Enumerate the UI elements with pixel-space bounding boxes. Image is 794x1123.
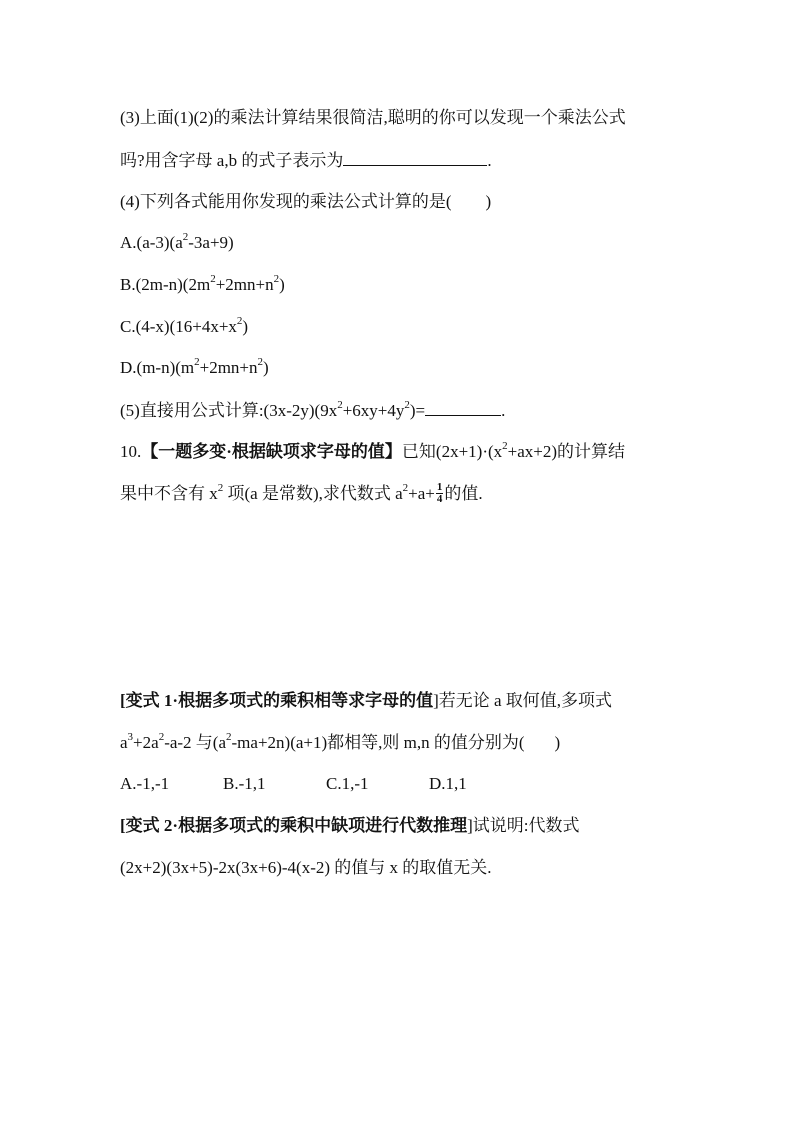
answer-blank[interactable] — [343, 149, 487, 166]
variant-2-tag: 变式 2·根据多项式的乘积中缺项进行代数推理 — [125, 816, 468, 835]
variant-1-option-c[interactable]: C.1,-1 — [326, 774, 369, 793]
option-a[interactable]: $A.(a-3)(a^2-3a+9)$ — [120, 231, 234, 252]
option-d[interactable]: $D.(m-n)(m^2+2mn+n^2)$ — [120, 356, 269, 377]
variant-1-option-a[interactable]: A.-1,-1 — [120, 774, 170, 793]
question-10-line-1: 10.【一题多变·根据缺项求字母的值】已知$(2x+1)\cdot(x^2+ax+2)$的计算结 — [120, 440, 626, 461]
option-c[interactable]: $C.(4-x)(16+4x+x^2)$ — [120, 315, 249, 336]
question-3-line-1: (3)上面(1)(2)的乘法计算结果很简洁,聪明的你可以发现一个乘法公式 — [120, 108, 626, 127]
fraction-one-quarter: $\frac{1}{4}$ — [436, 480, 443, 505]
variant-1-option-d[interactable]: D.1,1 — [429, 774, 467, 793]
answer-blank[interactable] — [425, 399, 501, 416]
variant-1-line-2: $a^3+2a^2-a-2$ 与$(a^2-ma+2n)(a+1)$都相等,则 m,n 的值分别为( ) — [120, 731, 561, 752]
question-3-line-2: 吗?用含字母 a,b 的式子表示为 . — [120, 151, 492, 170]
variant-1-options — [120, 773, 467, 795]
question-10-tag: 【一题多变·根据缺项求字母的值】 — [141, 442, 402, 461]
variant-1-tag: 变式 1·根据多项式的乘积相等求字母的值 — [125, 691, 434, 710]
option-b[interactable]: $B.(2m-n)(2m^2+2mn+n^2)$ — [120, 273, 285, 294]
variant-2-line-2: (2x+2)(3x+5)-2x(3x+6)-4(x-2) 的值与 x 的取值无关. — [120, 858, 492, 877]
variant-2-line-1: [变式 2·根据多项式的乘积中缺项进行代数推理]试说明:代数式 — [120, 816, 580, 835]
question-4-stem: (4)下列各式能用你发现的乘法公式计算的是( ) — [120, 192, 492, 211]
variant-1-option-b[interactable]: B.-1,1 — [223, 774, 266, 793]
question-10-line-2: 果中不含有 $x^2$ 项(a 是常数),求代数式 $a^2+a+$ $\frac{1}{4}$ 的值. — [120, 480, 483, 505]
variant-1-line-1: [变式 1·根据多项式的乘积相等求字母的值]若无论 a 取何值,多项式 — [120, 691, 613, 710]
question-5: (5)直接用公式计算$:(3x-2y)(9x^2+6xy+4y^2)=$ . — [120, 399, 506, 420]
